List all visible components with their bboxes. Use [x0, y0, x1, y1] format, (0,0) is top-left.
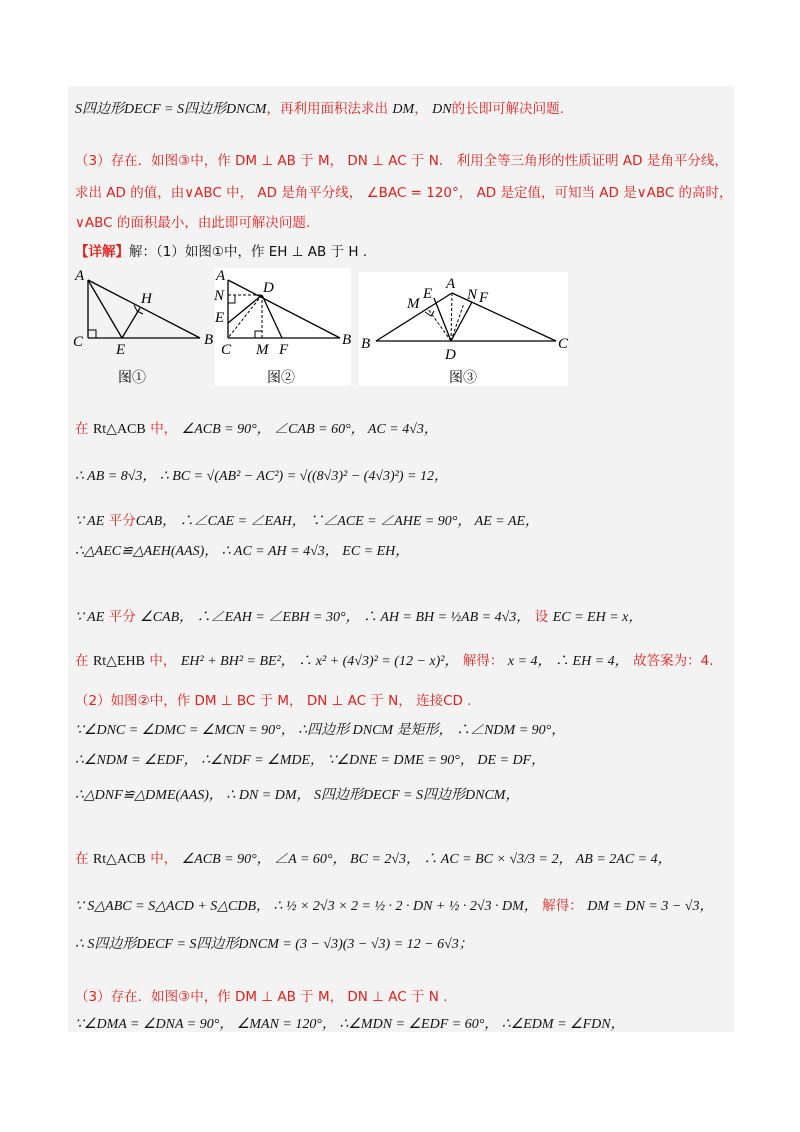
math-segment: DM = DN = 3 − √3，	[587, 899, 714, 914]
math-triangle: Rt△ACB	[92, 422, 146, 437]
fig2-label-d: D	[263, 280, 274, 296]
fig2-label-m: M	[256, 342, 269, 358]
fig3-label-f: F	[479, 290, 489, 306]
fig3-label-a: A	[446, 276, 456, 292]
text-line-1	[75, 100, 564, 119]
figure-1	[73, 268, 213, 386]
text-segment: 的长即可解决问题.	[451, 101, 564, 117]
math-segment: ∵ S△ABC = S△ACD + S△CDB， ∴ ½ × 2√3 × 2 = ½ · 2 · DN + ½ · 2√3 · DM，	[75, 899, 538, 914]
area-equation: S四边形DECF = S四边形DNCM	[75, 102, 267, 117]
text-line-11	[75, 652, 714, 671]
text-line-7: ∴ AB = 8√3， ∴ BC = √(AB² − AC²) = √((8√3)² − (4√3)²) = 12，	[75, 469, 448, 484]
text-line-18: ∴ S四边形DECF = S四边形DNCM = (3 − √3)(3 − √3) = 12 − 6√3；	[75, 937, 473, 952]
text-line-2: （3）存在．如图③中，作 DM ⊥ AB 于 M， DN ⊥ AC 于 N． 利用全等三角形的性质证明 AD 是角平分线，	[75, 153, 728, 169]
math-dm: DM	[392, 102, 415, 117]
text-line-4: ∨ABC 的面积最小，由此即可解决问题.	[75, 215, 311, 231]
fig1-label-h: H	[141, 291, 152, 307]
figures-svg	[72, 268, 572, 390]
math-segment: ∵ AE	[75, 610, 105, 625]
text-segment: 中，	[150, 421, 178, 437]
text-line-8	[75, 512, 539, 531]
fig2-label-e: E	[215, 310, 225, 326]
text-line-3: 求出 AD 的值，由∨ABC 中， AD 是角平分线， ∠BAC = 120°， AD 是定值，可知当 AD 是∨ABC 的高时，	[75, 185, 733, 201]
text-segment: 在	[75, 421, 89, 437]
detail-tag: 【详解】	[75, 244, 129, 260]
text-segment: 平分	[108, 609, 136, 625]
math-segment: EH² + BH² = BE²， ∴ x² + (4√3)² = (12 − x)²，	[180, 654, 459, 669]
fig2-label-f: F	[279, 342, 289, 358]
text-line-14: ∴∠NDM = ∠EDF， ∴∠NDF = ∠MDE， ∵∠DNE = DME = 90°， DE = DF，	[75, 753, 546, 768]
fig1-label-b: B	[204, 332, 214, 348]
text-segment: 中，	[150, 851, 178, 867]
text-segment: 故答案为：4.	[633, 653, 714, 669]
fig3-label-c: C	[558, 336, 569, 352]
fig2-caption: 图②	[267, 371, 295, 386]
text-line-10	[75, 608, 642, 627]
fig2-label-n: N	[214, 288, 225, 304]
figures-row	[72, 268, 572, 390]
text-line-13: ∵∠DNC = ∠DMC = ∠MCN = 90°， ∴四边形 DNCM 是矩形， ∴∠NDM = 90°，	[75, 723, 566, 738]
text-line-5	[75, 243, 367, 261]
math-dn: DN	[432, 102, 452, 117]
fig2-label-a: A	[216, 268, 226, 284]
fig3-label-n: N	[467, 287, 478, 303]
text-line-17	[75, 897, 713, 916]
text-line-6	[75, 420, 438, 439]
fig2-label-b: B	[342, 332, 352, 348]
text-line-19: （3）存在．如图③中，作 DM ⊥ AB 于 M， DN ⊥ AC 于 N .	[75, 989, 448, 1005]
text-segment: 在	[75, 851, 89, 867]
fig1-label-c: C	[73, 334, 84, 350]
text-segment: 解：（1）如图①中，作 EH ⊥ AB 于 H .	[129, 244, 368, 260]
figure-2	[213, 268, 351, 386]
text-line-20: ∵∠DMA = ∠DNA = 90°， ∠MAN = 120°， ∴∠MDN = ∠EDF = 60°， ∴∠EDM = ∠FDN，	[75, 1017, 625, 1032]
text-line-15: ∴△DNF≌△DME(AAS)， ∴ DN = DM， S四边形DECF = S四边形DNCM，	[75, 788, 520, 803]
math-triangle: Rt△EHB	[92, 654, 145, 669]
text-line-16	[75, 850, 672, 869]
math-segment: ∠ACB = 90°， ∠A = 60°， BC = 2√3， ∴ AC = BC × √3/3 = 2， AB = 2AC = 4，	[181, 852, 672, 867]
fig3-label-m: M	[407, 296, 420, 312]
text-segment: ，再利用面积法求出	[266, 101, 388, 117]
fig3-caption: 图③	[449, 371, 477, 386]
text-segment: 解得：	[462, 653, 504, 669]
fig3-label-e: E	[423, 286, 433, 302]
math-segment: EC = EH = x，	[552, 610, 643, 625]
text-line-9: ∴△AEC≌△AEH(AAS)， ∴ AC = AH = 4√3， EC = EH，	[75, 544, 410, 559]
math-segment: ∵ AE	[75, 514, 105, 529]
text-line-12: （2）如图②中，作 DM ⊥ BC 于 M， DN ⊥ AC 于 N， 连接CD .	[75, 693, 472, 709]
math-segment: ∠CAB， ∴∠EAH = ∠EBH = 30°， ∴ AH = BH = ½AB = 4√3，	[140, 610, 531, 625]
text-segment: 中，	[149, 653, 177, 669]
math-given: ∠ACB = 90°， ∠CAB = 60°， AC = 4√3，	[181, 422, 438, 437]
text-segment: 平分	[108, 513, 136, 529]
text-segment: 设	[534, 609, 549, 625]
fig1-label-a: A	[75, 268, 85, 284]
fig1-label-e: E	[116, 342, 126, 358]
fig3-label-b: B	[361, 336, 371, 352]
fig3-label-d: D	[445, 347, 456, 363]
fig2-label-c: C	[221, 342, 232, 358]
math-segment: x = 4， ∴ EH = 4，	[507, 654, 629, 669]
fig1-caption: 图①	[118, 371, 146, 386]
text-segment: 解得：	[542, 898, 583, 914]
text-segment: ，	[414, 101, 428, 117]
figure-3	[359, 272, 569, 386]
math-triangle: Rt△ACB	[92, 852, 146, 867]
math-segment: CAB， ∴∠CAE = ∠EAH， ∵∠ACE = ∠AHE = 90°， AE = AE，	[135, 514, 540, 529]
text-segment: 在	[75, 653, 89, 669]
